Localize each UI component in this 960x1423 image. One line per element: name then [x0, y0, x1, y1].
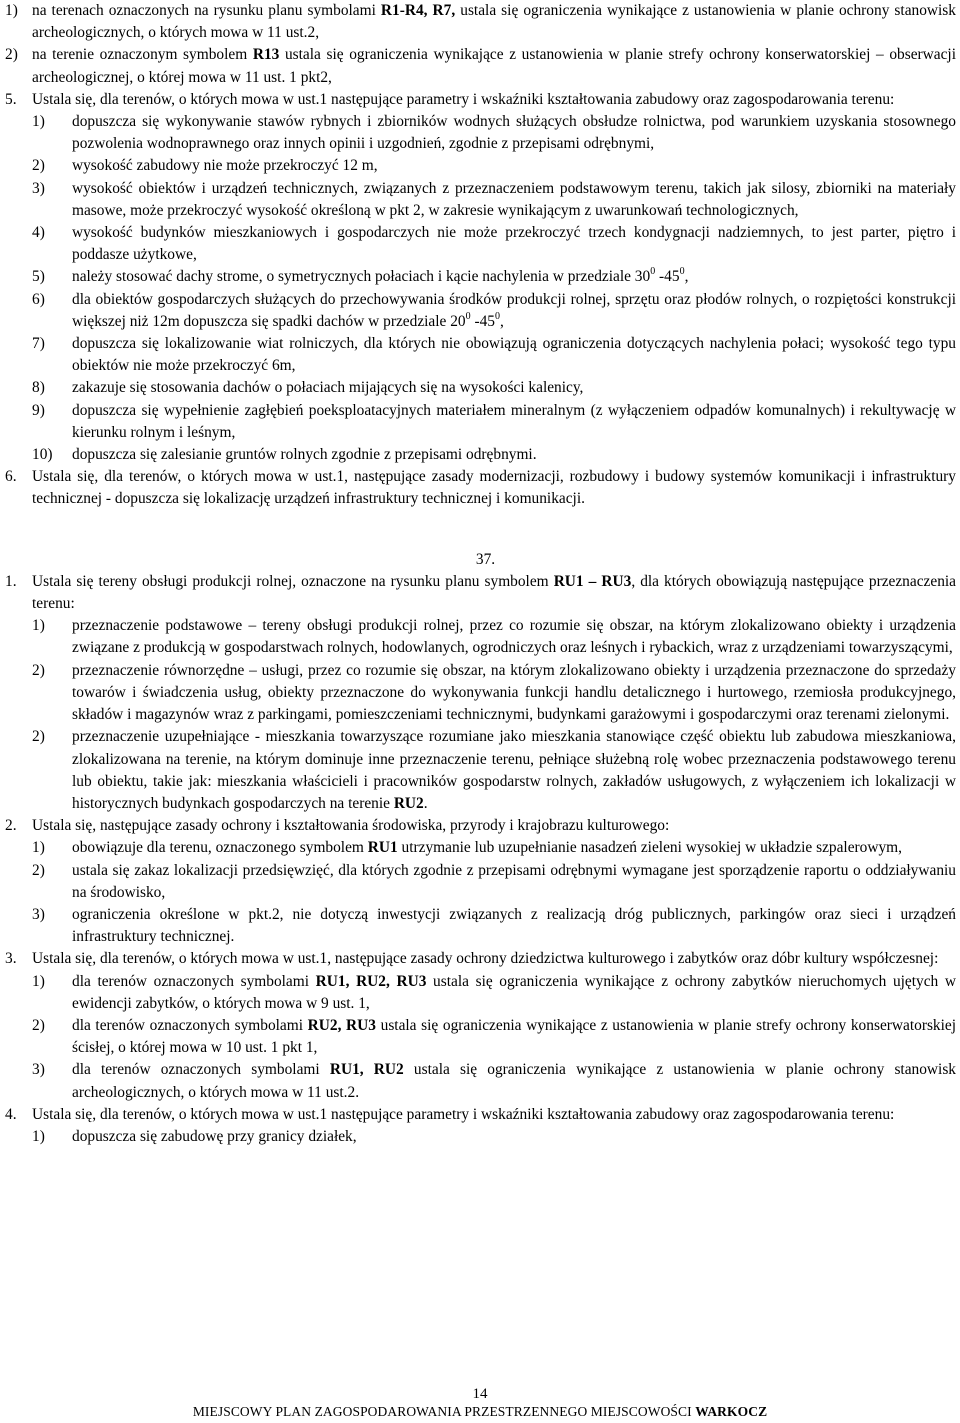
paragraph-title: 37.	[475, 550, 496, 568]
section-text: Ustala się, dla terenów, o których mowa w ust.1, następujące zasady modernizacji, rozbudowy i budowy systemów komunikacji i infrastruktury technicznej - dopuszcza się lokalizację urządzeń infrastruktury technicznej i komunikacji.	[32, 468, 956, 508]
section-number: 1.	[5, 572, 17, 590]
list-item: 2) przeznaczenie równorzędne – usługi, przez co rozumie się obszar, na którym zlokalizowano obiekty i urządzenia przeznaczone do sprzedaży towarów i świadczenia usług, obiekty przeznaczone do wykonywania funkcji handlu detalicznego i hurtowego, rzemiosła produkcyjnego, składów i magazynów wraz z parkingami, pomieszczeniami technicznymi, budynkami garażowymi i gospodarczymi oraz terenami zielonymi.	[32, 661, 956, 724]
spacer	[5, 511, 956, 549]
section-6	[5, 466, 956, 510]
list-item: 4) wysokość budynków mieszkaniowych i gospodarczych nie może przekroczyć trzech kondygnacji nadziemnych, to jest parter, piętro i poddasze użytkowe,	[32, 224, 956, 264]
list-item: 2) wysokość zabudowy nie może przekroczyć 12 m,	[32, 157, 378, 175]
list-item: 10) dopuszcza się zalesianie gruntów rolnych zgodnie z przepisami odrębnymi.	[32, 446, 537, 464]
section-3: 3. Ustala się, dla terenów, o których mowa w ust.1, następujące zasady ochrony dziedzictwa kulturowego i zabytków oraz dóbr kultury współczesnej:	[5, 948, 956, 970]
list-item: 1) dopuszcza się zabudowę przy granicy działek,	[32, 1127, 357, 1145]
section-2-list	[5, 837, 956, 948]
section-2: 2. Ustala się, następujące zasady ochrony i kształtowania środowiska, przyrody i krajobrazu kulturowego:	[5, 815, 956, 837]
section-5	[5, 89, 956, 111]
list-item: 9) dopuszcza się wypełnienie zagłębień poeksploatacyjnych materiałem mineralnym (z wyłączeniem odpadów komunalnych) i rekultywację w kierunku rolnym i leśnym,	[32, 401, 956, 441]
item-text: na terenie oznaczonym symbolem R13 ustala się ograniczenia wynikające z ustanowienia w planie strefy ochrony konserwatorskiej – obserwacji archeologicznej, o której mowa w 11 ust. 1 pkt2,	[32, 46, 956, 86]
section-5-list	[5, 111, 956, 466]
section-number: 5.	[5, 90, 17, 108]
list-item: 1) przeznaczenie podstawowe – tereny obsługi produkcji rolnej, przez co rozumie się obszar, na którym zlokalizowano obiekty i urządzenia związane z produkcją w gospodarstwach rolnych, hodowlanych, ogrodniczych oraz leśnych i rybackich, wraz z urządzeniami towarzyszącymi,	[32, 617, 956, 657]
list-item: 1) obowiązuje dla terenu, oznaczonego symbolem RU1 utrzymanie lub uzupełnianie nasadzeń zieleni wysokiej w układzie szpalerowym,	[32, 839, 902, 857]
list-item: 3) dla terenów oznaczonych symbolami RU1, RU2 ustala się ograniczenia wynikające z ustanowienia w planie ochrony stanowisk archeologicznych, o których mowa w 11 ust.2.	[32, 1061, 957, 1101]
list-item: 2) dla terenów oznaczonych symbolami RU2, RU3 ustala się ograniczenia wynikające z ustanowienia w planie strefy ochrony konserwatorskiej ścisłej, o której mowa w 10 ust. 1 pkt 1,	[32, 1016, 957, 1057]
list-item: 2) przeznaczenie uzupełniające - mieszkania towarzyszące rozumiane jako mieszkania stanowiące część obiektu lub zabudowa mieszkaniowa, zlokalizowana na terenie, na którym dominuje inne przeznaczenie terenu, pełniące służebną rolę wobec przeznaczenia podstawowego terenu lub obiektu, takie jak: mieszkania właścicieli i pracowników gospodarstw rolnych, zakładów usługowych, z wyłączeniem ich lokalizacji w historycznych budynkach gospodarczych na terenie RU2.	[32, 728, 956, 812]
page-footer	[0, 1385, 960, 1421]
list-item	[5, 44, 956, 88]
section-4: 4. Ustala się, dla terenów, o których mowa w ust.1 następujące parametry i wskaźniki kształtowania zabudowy oraz zagospodarowania terenu:	[5, 1104, 956, 1126]
list-item	[5, 0, 956, 44]
section-number: 6.	[5, 468, 17, 486]
list-item: 3) ograniczenia określone w pkt.2, nie dotyczą inwestycji związanych z realizacją dróg publicznych, parkingów oraz sieci i urządzeń infrastruktury technicznej.	[32, 905, 956, 946]
section-4-list	[5, 1126, 956, 1148]
footer-title: MIEJSCOWY PLAN ZAGOSPODAROWANIA PRZESTRZENNEGO MIEJSCOWOŚCI WARKOCZ	[192, 1404, 768, 1419]
section-1-list	[5, 615, 956, 815]
section-3-list	[5, 971, 956, 1104]
list-item: 1) dopuszcza się wykonywanie stawów rybnych i zbiorników wodnych służących obsłudze rolnictwa, pod warunkiem uzyskania stosownego pozwolenia wodnoprawnego oraz innych opinii i uzgodnień, zgodnie z przepisami odrębnymi,	[32, 113, 956, 153]
section-intro: Ustala się, dla terenów, o których mowa w ust.1 następujące parametry i wskaźniki kształtowania zabudowy oraz zagospodarowania terenu:	[32, 90, 895, 108]
page-number: 14	[472, 1386, 488, 1402]
list-item: 5) należy stosować dachy strome, o symetrycznych połaciach i kącie nachylenia w przedziale $30^0$ $-45^0$,	[32, 266, 689, 286]
section-number: 3.	[5, 950, 17, 968]
list-item: 6) dla obiektów gospodarczych służących do przechowywania środków produkcji rolnej, sprzętu oraz płodów rolnych, o rozpiętości konstrukcji większej niż 12m dopuszcza się spadki dachów w przedziale $20^0$ $-45^0$,	[32, 290, 956, 330]
section-number: 2.	[5, 817, 17, 835]
list-item: 7) dopuszcza się lokalizowanie wiat rolniczych, dla których nie obowiązują ograniczenia dotyczących nachylenia połaci; wysokość tego typu obiektów nie może przekroczyć 6m,	[32, 335, 956, 375]
list-item: 1) dla terenów oznaczonych symbolami RU1, RU2, RU3 ustala się ograniczenia wynikające z ochrony zabytków nieruchomych ujętych w ewidencji zabytków, o których mowa w 9 ust. 1,	[32, 972, 957, 1012]
list-item: 2) ustala się zakaz lokalizacji przedsięwzięć, dla których zgodnie z przepisami odrębnymi wymagane jest sporządzenie raportu o oddziaływaniu na środowisko,	[32, 861, 956, 901]
section-1: 1. Ustala się tereny obsługi produkcji rolnej, oznaczone na rysunku planu symbolem RU1 – RU3, dla których obowiązują następujące przeznaczenia terenu:	[5, 572, 957, 613]
item-number: 1)	[5, 2, 18, 19]
item-text: na terenach oznaczonych na rysunku planu symbolami R1-R4, R7, ustala się ograniczenia wynikające z ustanowienia w planie ochrony stanowisk archeologicznych, o których mowa w 11 ust.2,	[32, 2, 956, 42]
section-number: 4.	[5, 1105, 17, 1123]
item-number: 2)	[5, 46, 18, 64]
list-item: 8) zakazuje się stosowania dachów o połaciach mijających się na wysokości kalenicy,	[32, 379, 584, 397]
list-item: 3) wysokość obiektów i urządzeń technicznych, związanych z przeznaczeniem podstawowym terenu, takich jak silosy, zbiorniki na materiały masowe, może przekroczyć wysokość określoną w pkt 2, w zakresie wynikającym z uwarunkowań technologicznych,	[32, 179, 956, 219]
